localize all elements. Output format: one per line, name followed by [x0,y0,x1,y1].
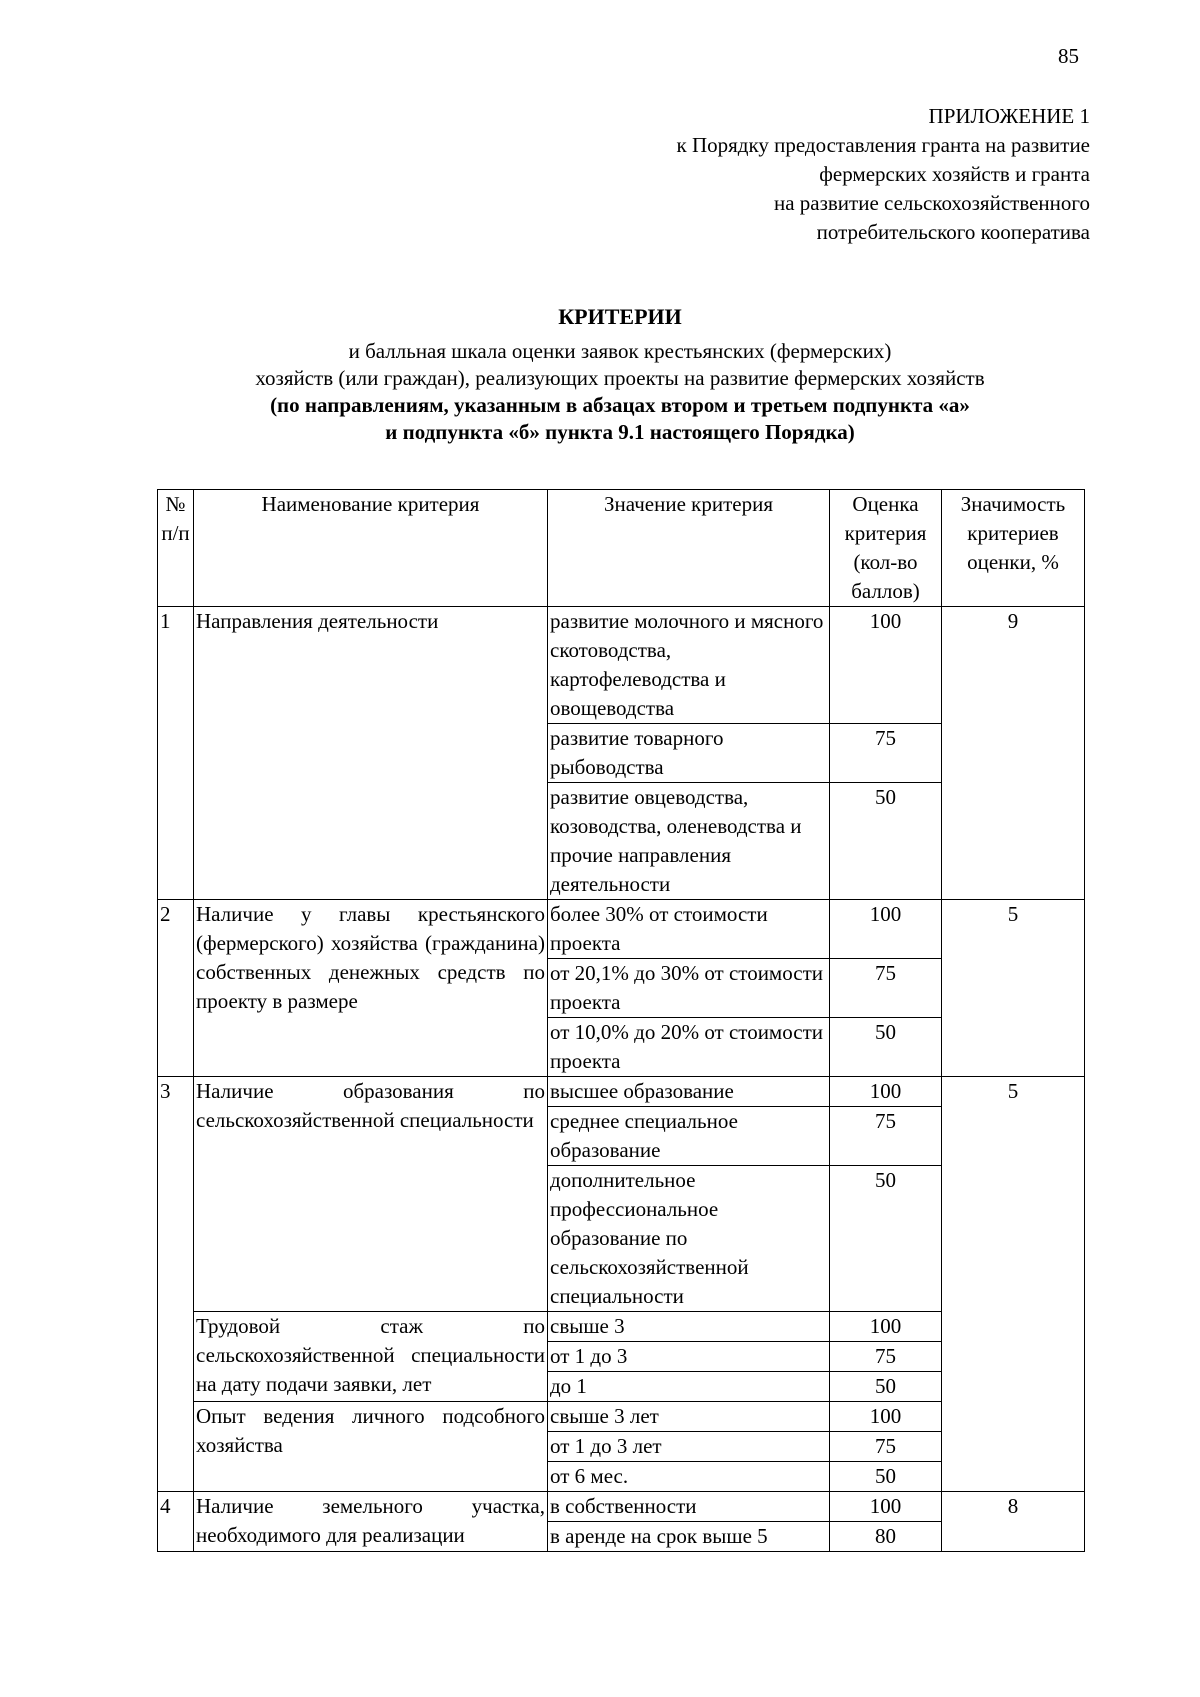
cell-weight: 5 [942,900,1085,1077]
header-num: № п/п [158,490,194,607]
cell-weight: 8 [942,1492,1085,1552]
cell-score: 50 [830,1166,942,1312]
cell-criterion-name: Направления деятельности [194,607,548,900]
table-row [158,900,1085,959]
cell-score: 100 [830,607,942,724]
cell-num: 2 [158,900,194,1077]
cell-value: развитие товарного рыбоводства [548,724,830,783]
cell-score: 100 [830,900,942,959]
appendix-line: потребительского кооператива [816,220,1090,244]
subtitle-line-bold: (по направлениям, указанным в абзацах втором и третьем подпункта «а» [270,393,970,417]
cell-criterion-name: Наличие у главы крестьянского (фермерского) хозяйства (гражданина) собственных денежных средств по проекту в размере [194,900,548,1077]
page-number: 85 [1058,44,1079,68]
criteria-table [157,489,1085,1552]
cell-score: 75 [830,1107,942,1166]
cell-value: от 10,0% до 20% от стоимости проекта [548,1018,830,1077]
cell-value: высшее образование [548,1077,830,1107]
cell-criterion-name: Опыт ведения личного подсобного хозяйства [194,1402,548,1492]
appendix-title: ПРИЛОЖЕНИЕ 1 [928,104,1090,128]
table-row [158,607,1085,724]
cell-score: 50 [830,1018,942,1077]
cell-value: от 1 до 3 лет [548,1432,830,1462]
table-row [158,1077,1085,1107]
header-name: Наименование критерия [194,490,548,607]
cell-value: свыше 3 лет [548,1402,830,1432]
cell-weight: 5 [942,1077,1085,1492]
cell-num: 3 [158,1077,194,1492]
cell-value: от 20,1% до 30% от стоимости проекта [548,959,830,1018]
header-score: Оценка критерия (кол-во баллов) [830,490,942,607]
subtitle-line: и балльная шкала оценки заявок крестьянских (фермерских) [348,339,892,363]
subtitle-line-bold: и подпункта «б» пункта 9.1 настоящего Порядка) [385,420,855,444]
cell-score: 75 [830,959,942,1018]
cell-value: в собственности [548,1492,830,1522]
cell-value: до 1 [548,1372,830,1402]
cell-score: 50 [830,783,942,900]
table-row [158,1492,1085,1522]
appendix-line: на развитие сельскохозяйственного [773,191,1090,215]
appendix-line: фермерских хозяйств и гранта [819,162,1090,186]
appendix-line: к Порядку предоставления гранта на развитие [676,133,1090,157]
cell-weight: 9 [942,607,1085,900]
cell-score: 50 [830,1372,942,1402]
cell-score: 75 [830,1342,942,1372]
cell-score: 100 [830,1492,942,1522]
subtitle-line: хозяйств (или граждан), реализующих проекты на развитие фермерских хозяйств [255,366,985,390]
cell-score: 80 [830,1522,942,1552]
cell-score: 100 [830,1312,942,1342]
cell-value: свыше 3 [548,1312,830,1342]
header-weight: Значимость критериев оценки, % [942,490,1085,607]
cell-value: развитие овцеводства, козоводства, оленеводства и прочие направления деятельности [548,783,830,900]
cell-score: 50 [830,1462,942,1492]
cell-score: 75 [830,1432,942,1462]
cell-value: среднее специальное образование [548,1107,830,1166]
header-value: Значение критерия [548,490,830,607]
table-header-row [158,490,1085,607]
cell-num: 4 [158,1492,194,1552]
cell-value: в аренде на срок выше 5 [548,1522,830,1552]
cell-num: 1 [158,607,194,900]
cell-value: развитие молочного и мясного скотоводства, картофелеводства и овощеводства [548,607,830,724]
document-heading [130,303,1110,446]
cell-value: более 30% от стоимости проекта [548,900,830,959]
cell-criterion-name: Наличие образования по сельскохозяйственной специальности [194,1077,548,1312]
cell-score: 100 [830,1402,942,1432]
cell-criterion-name: Наличие земельного участка, необходимого для реализации [194,1492,548,1552]
cell-score: 100 [830,1077,942,1107]
cell-value: от 1 до 3 [548,1342,830,1372]
appendix-header [530,102,1090,247]
cell-criterion-name: Трудовой стаж по сельскохозяйственной специальности на дату подачи заявки, лет [194,1312,548,1402]
cell-score: 75 [830,724,942,783]
document-title: КРИТЕРИИ [558,304,682,329]
cell-value: дополнительное профессиональное образование по сельскохозяйственной специальности [548,1166,830,1312]
cell-value: от 6 мес. [548,1462,830,1492]
